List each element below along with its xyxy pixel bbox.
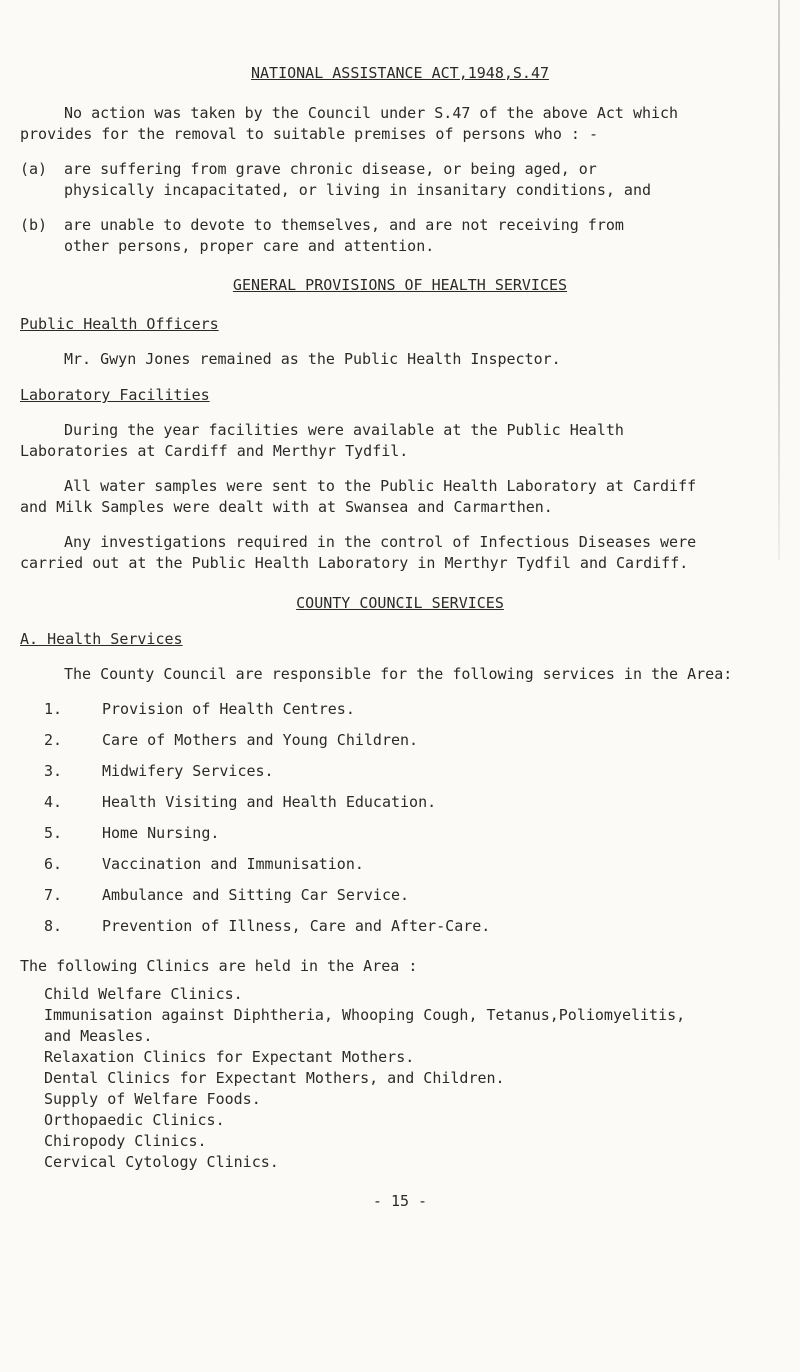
service-text: Health Visiting and Health Education. bbox=[102, 793, 437, 811]
service-text: Vaccination and Immunisation. bbox=[102, 855, 364, 873]
clinic-line: and Measles. bbox=[44, 1027, 153, 1045]
lab-para-2-line-1: All water samples were sent to the Public Health Laboratory at Cardiff bbox=[64, 477, 697, 495]
service-number: 4. bbox=[44, 793, 63, 811]
clinic-line: Cervical Cytology Clinics. bbox=[44, 1153, 279, 1171]
clinics-intro: The following Clinics are held in the Area : bbox=[20, 957, 418, 975]
service-number: 3. bbox=[44, 762, 63, 780]
service-number: 8. bbox=[44, 917, 63, 935]
service-text: Care of Mothers and Young Children. bbox=[102, 731, 419, 749]
clinic-line: Supply of Welfare Foods. bbox=[44, 1090, 261, 1108]
clinic-line: Orthopaedic Clinics. bbox=[44, 1111, 225, 1129]
lab-para-1-line-2: Laboratories at Cardiff and Merthyr Tydfil. bbox=[20, 442, 409, 460]
condition-b-label: (b) bbox=[20, 216, 48, 234]
clinic-line: Chiropody Clinics. bbox=[44, 1132, 207, 1150]
health-services-heading: A. Health Services bbox=[20, 630, 183, 648]
service-number: 1. bbox=[44, 700, 63, 718]
service-text: Prevention of Illness, Care and After-Care. bbox=[102, 917, 491, 935]
general-provisions-heading: GENERAL PROVISIONS OF HEALTH SERVICES bbox=[232, 276, 568, 294]
lab-para-1-line-1: During the year facilities were available at the Public Health bbox=[64, 421, 624, 439]
lab-para-3-line-1: Any investigations required in the control of Infectious Diseases were bbox=[64, 533, 697, 551]
public-health-officers-text: Mr. Gwyn Jones remained as the Public Health Inspector. bbox=[64, 350, 561, 368]
act-paragraph-line-1: No action was taken by the Council under S.47 of the above Act which bbox=[64, 104, 679, 122]
act-paragraph-line-2: provides for the removal to suitable premises of persons who : - bbox=[20, 125, 598, 143]
service-number: 7. bbox=[44, 886, 63, 904]
act-heading: NATIONAL ASSISTANCE ACT,1948,S.47 bbox=[250, 64, 549, 82]
clinic-line: Relaxation Clinics for Expectant Mothers. bbox=[44, 1048, 415, 1066]
service-number: 6. bbox=[44, 855, 63, 873]
condition-b-line-2: other persons, proper care and attention. bbox=[64, 237, 435, 255]
service-text: Midwifery Services. bbox=[102, 762, 274, 780]
condition-b-line-1: are unable to devote to themselves, and are not receiving from bbox=[64, 216, 624, 234]
page-number: - 15 - bbox=[372, 1192, 428, 1210]
clinic-line: Immunisation against Diphtheria, Whooping Cough, Tetanus,Poliomyelitis, bbox=[44, 1006, 686, 1024]
condition-a-label: (a) bbox=[20, 160, 48, 178]
clinic-line: Child Welfare Clinics. bbox=[44, 985, 243, 1003]
lab-para-2-line-2: and Milk Samples were dealt with at Swansea and Carmarthen. bbox=[20, 498, 553, 516]
service-text: Ambulance and Sitting Car Service. bbox=[102, 886, 410, 904]
clinic-line: Dental Clinics for Expectant Mothers, and Children. bbox=[44, 1069, 505, 1087]
service-text: Home Nursing. bbox=[102, 824, 220, 842]
service-text: Provision of Health Centres. bbox=[102, 700, 355, 718]
condition-a-line-2: physically incapacitated, or living in insanitary conditions, and bbox=[64, 181, 651, 199]
condition-a-line-1: are suffering from grave chronic disease, or being aged, or bbox=[64, 160, 597, 178]
laboratory-facilities-heading: Laboratory Facilities bbox=[20, 386, 210, 404]
lab-para-3-line-2: carried out at the Public Health Laboratory in Merthyr Tydfil and Cardiff. bbox=[20, 554, 689, 572]
service-number: 2. bbox=[44, 731, 63, 749]
public-health-officers-heading: Public Health Officers bbox=[20, 315, 219, 333]
services-intro: The County Council are responsible for the following services in the Area: bbox=[64, 665, 733, 683]
service-number: 5. bbox=[44, 824, 63, 842]
county-council-services-heading: COUNTY COUNCIL SERVICES bbox=[296, 594, 504, 612]
